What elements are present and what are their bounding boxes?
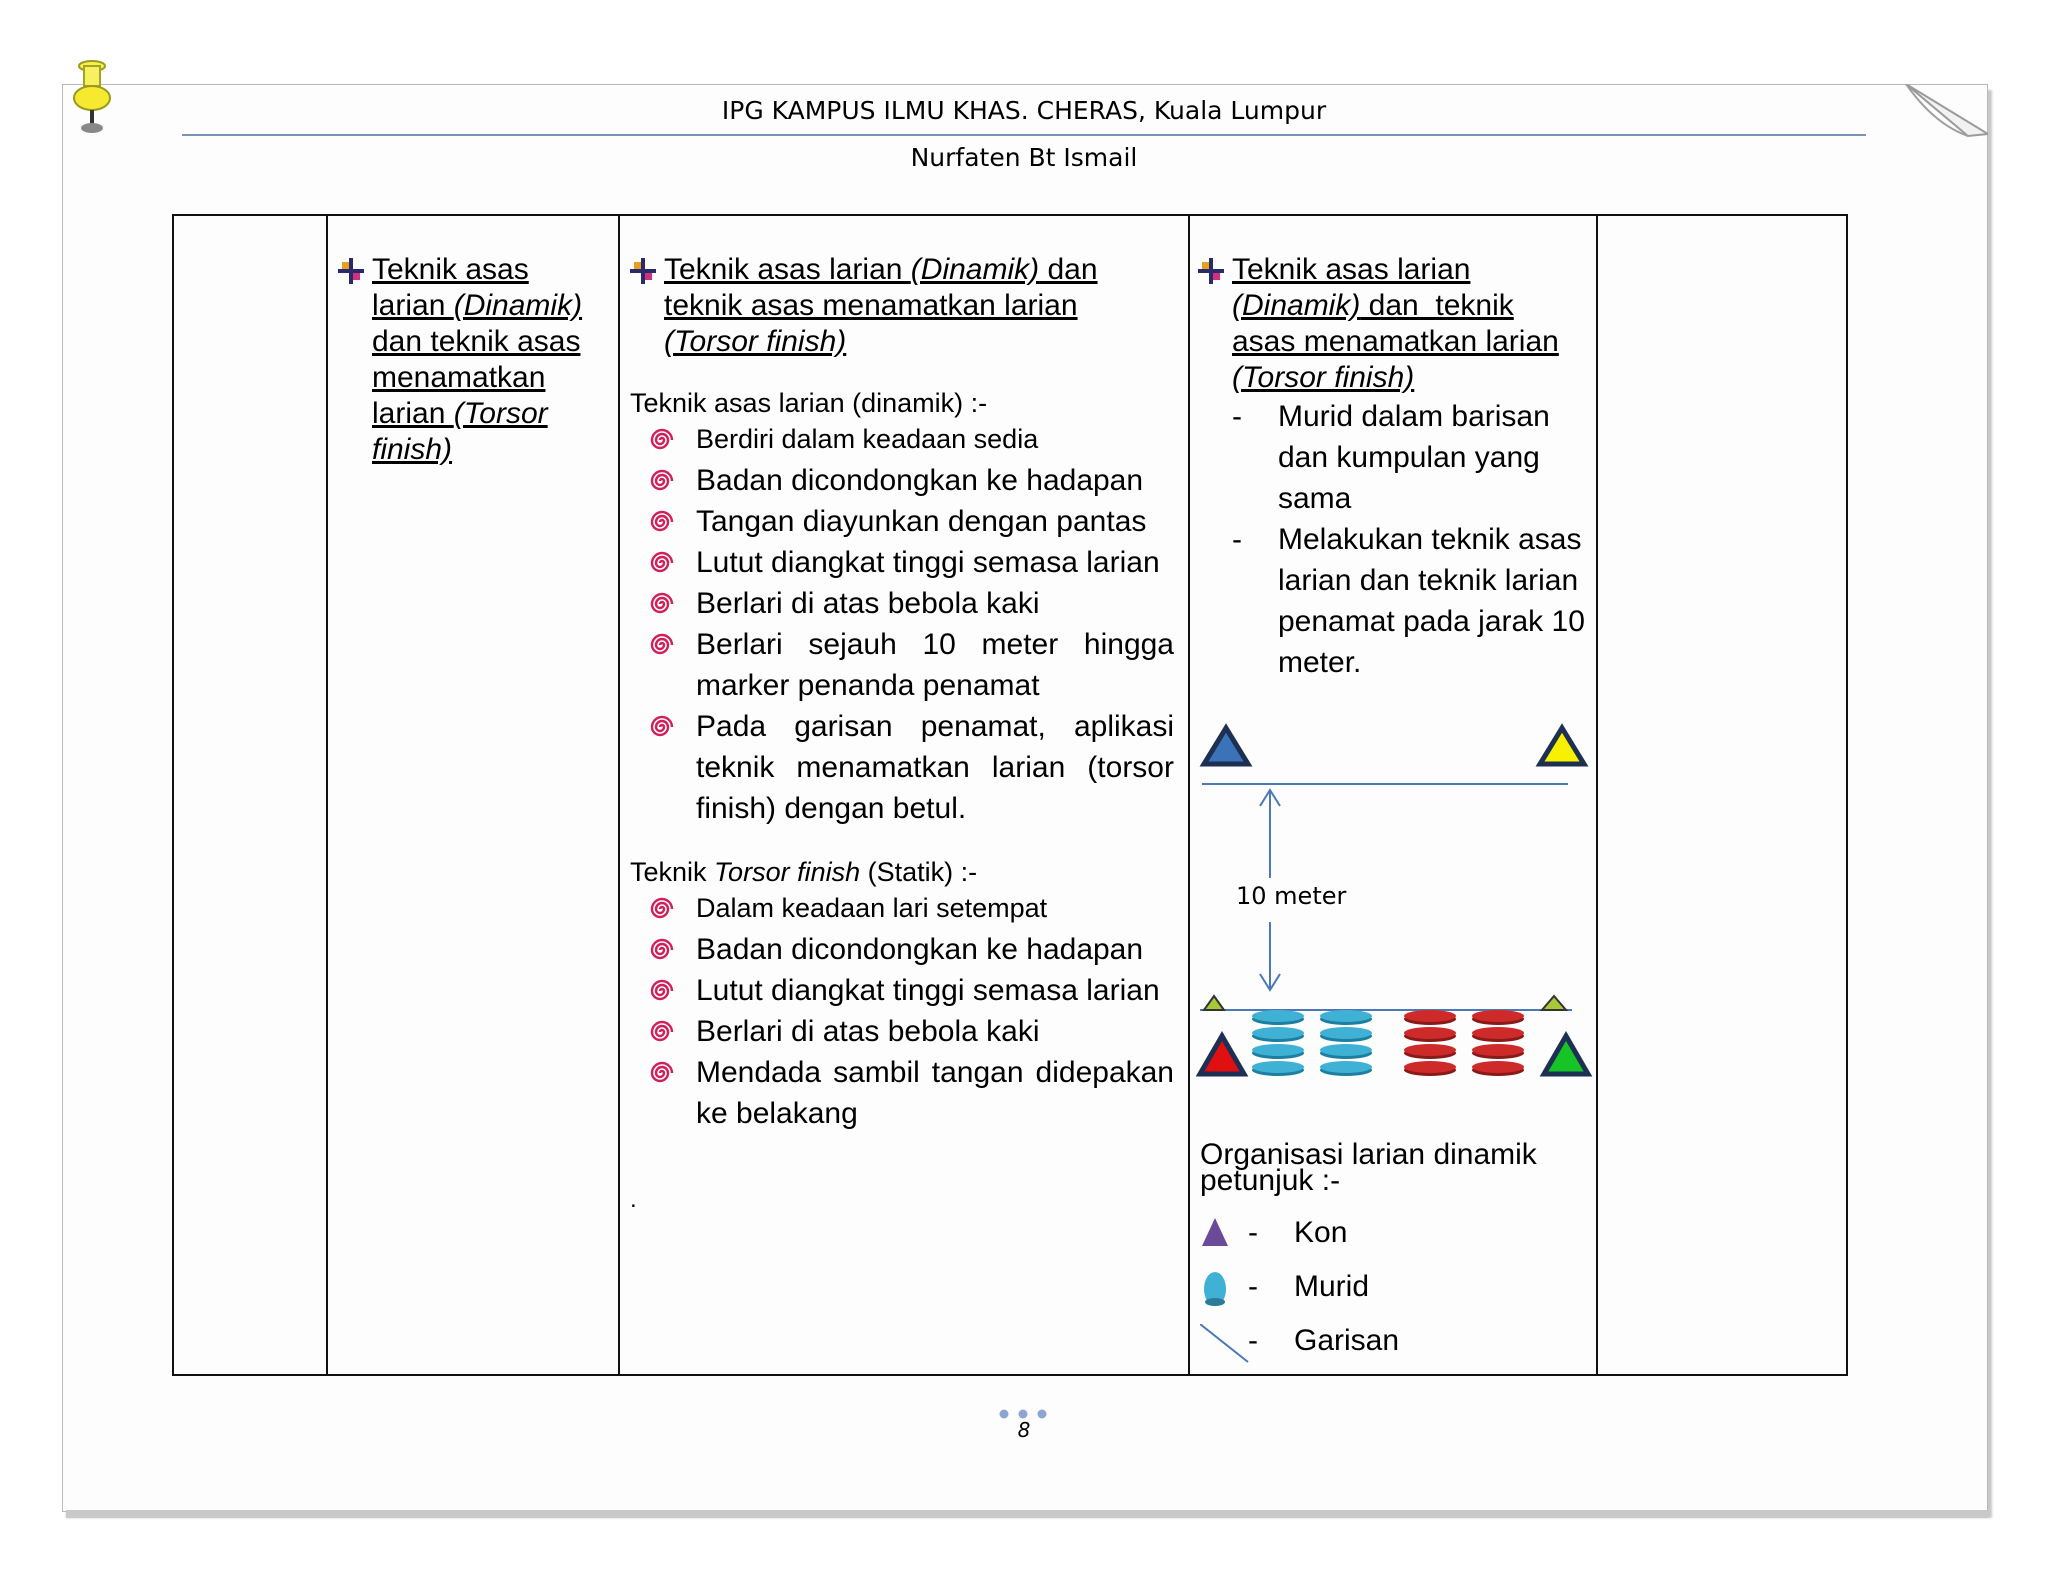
student-marker (1404, 1061, 1456, 1073)
cross-bullet-icon (1198, 258, 1224, 284)
distance-label: 10 meter (1236, 882, 1347, 910)
student-marker (1472, 1027, 1524, 1039)
spiral-bullet-icon (650, 633, 674, 657)
list-item-text: Melakukan teknik asas larian dan teknik larian penamat pada jarak 10 meter. (1278, 523, 1585, 679)
student-marker (1252, 1010, 1304, 1022)
student-marker (1472, 1061, 1524, 1073)
student-marker (1252, 1027, 1304, 1039)
student-marker (1404, 1027, 1456, 1039)
column-4-cell (1198, 252, 1590, 683)
heading-line: menamatkan (372, 361, 546, 394)
column-3-cell (630, 252, 1174, 1214)
dynamic-steps-list (630, 419, 1174, 829)
title-italic: Torsor finish (714, 857, 861, 887)
header-author: Nurfaten Bt Ismail (910, 143, 1138, 172)
list-item-text: Mendada sambil tangan didepakan ke belakang (696, 1056, 1174, 1130)
column-divider (1188, 216, 1190, 1374)
section-static-title (630, 857, 1174, 888)
spiral-bullet-icon (650, 897, 674, 921)
list-item (630, 624, 1174, 706)
cone-yellow (1540, 728, 1584, 764)
list-item-text: Badan dicondongkan ke hadapan (696, 464, 1144, 497)
dash-marker: - (1232, 523, 1242, 556)
spiral-bullet-icon (650, 979, 674, 1003)
header-divider (182, 134, 1866, 136)
list-item (1232, 519, 1590, 683)
list-item-text: Dalam keadaan lari setempat (696, 893, 1048, 923)
student-marker (1252, 1061, 1304, 1073)
heading-line: Teknik asas larian (1232, 253, 1471, 286)
heading-line: Teknik asas larian (Dinamik) dan (664, 253, 1098, 286)
spiral-bullet-icon (650, 938, 674, 962)
line-icon (1200, 1324, 1252, 1366)
small-cone-right (1542, 996, 1566, 1010)
column-divider (1596, 216, 1598, 1374)
spiral-bullet-icon (650, 1020, 674, 1044)
page-number: 8 (1017, 1418, 1031, 1442)
student-marker (1472, 1044, 1524, 1056)
heading-line: asas menamatkan larian (1232, 325, 1559, 358)
page-shadow (66, 1510, 1988, 1518)
heading-line (372, 289, 582, 322)
list-item (630, 1011, 1174, 1052)
legend-dash: - (1248, 1216, 1258, 1249)
legend-title: petunjuk :- (1200, 1164, 1341, 1197)
spiral-bullet-icon (650, 469, 674, 493)
spiral-bullet-icon (650, 592, 674, 616)
spiral-bullet-icon (650, 551, 674, 575)
list-item-text: Berlari di atas bebola kaki (696, 1015, 1040, 1048)
student-marker (1320, 1027, 1372, 1039)
spiral-bullet-icon (650, 1061, 674, 1085)
heading-line: (Torsor finish) (664, 325, 847, 358)
legend-label: Kon (1294, 1216, 1348, 1249)
list-item-text: Berlari sejauh 10 meter hingga marker penanda penamat (696, 628, 1174, 702)
list-item-text: Lutut diangkat tinggi semasa larian (696, 974, 1160, 1007)
legend-dash: - (1248, 1324, 1258, 1357)
student-marker (1320, 1010, 1372, 1022)
student-groups (1252, 1010, 1524, 1076)
list-item-text: Pada garisan penamat, aplikasi teknik menamatkan larian (torsor finish) dengan betul. (696, 710, 1174, 825)
student-marker (1252, 1044, 1304, 1056)
column-3-heading (630, 252, 1174, 360)
student-marker (1404, 1044, 1456, 1056)
cross-bullet-icon (630, 258, 656, 284)
list-item-text: Murid dalam barisan dan kumpulan yang sama (1278, 400, 1550, 515)
heading-line: dan teknik asas (372, 325, 581, 358)
column-2-cell (338, 252, 608, 468)
spiral-bullet-icon (650, 510, 674, 534)
header-institution: IPG KAMPUS ILMU KHAS. CHERAS, Kuala Lumpur (721, 96, 1327, 125)
student-icon (1202, 1270, 1228, 1308)
list-item (630, 419, 1174, 460)
student-marker (1404, 1010, 1456, 1022)
cone-icon (1202, 1218, 1228, 1246)
list-item (630, 460, 1174, 501)
small-cone-left (1204, 996, 1224, 1010)
static-steps-list (630, 888, 1174, 1134)
cone-red (1200, 1036, 1244, 1074)
list-item-text: Tangan diayunkan dengan pantas (696, 505, 1147, 538)
student-marker (1320, 1061, 1372, 1073)
list-item (630, 583, 1174, 624)
heading-line: (Dinamik) dan teknik (1232, 289, 1514, 322)
heading-line: finish) (372, 433, 453, 466)
student-marker (1472, 1010, 1524, 1022)
heading-line-italic: (Dinamik) (453, 289, 583, 322)
cone-green (1544, 1036, 1588, 1074)
list-item (630, 1052, 1174, 1134)
list-item-text: Berdiri dalam keadaan sedia (696, 424, 1039, 454)
cone-blue (1204, 728, 1248, 764)
spiral-bullet-icon (650, 715, 674, 739)
column-divider (326, 216, 328, 1374)
list-item (630, 888, 1174, 929)
legend-label: Garisan (1294, 1324, 1400, 1357)
column-4-heading (1198, 252, 1590, 396)
diagram-caption-text: Organisasi larian dinamik (1200, 1138, 1537, 1171)
heading-line: (Torsor finish) (1232, 361, 1415, 394)
cross-bullet-icon (338, 258, 364, 284)
list-item-text: Badan dicondongkan ke hadapan (696, 933, 1144, 966)
organisation-list (1232, 396, 1590, 683)
heading-line: teknik asas menamatkan larian (664, 289, 1078, 322)
section-dynamic-title: Teknik asas larian (dinamik) :- (630, 388, 988, 418)
heading-line: Teknik asas (372, 253, 529, 286)
title-text: Teknik (630, 857, 715, 887)
spiral-bullet-icon (650, 428, 674, 452)
dash-marker: - (1232, 400, 1242, 433)
list-item (630, 929, 1174, 970)
legend-dash: - (1248, 1270, 1258, 1303)
heading-line: larian (Torsor (372, 397, 548, 430)
list-item-text: Lutut diangkat tinggi semasa larian (696, 546, 1160, 579)
list-item (630, 542, 1174, 583)
trailing-period: . (630, 1186, 637, 1213)
column-divider (618, 216, 620, 1374)
student-marker (1320, 1044, 1372, 1056)
list-item-text: Berlari di atas bebola kaki (696, 587, 1040, 620)
heading-line-text: larian (372, 289, 454, 322)
list-item (1232, 396, 1590, 519)
list-item (630, 706, 1174, 829)
legend-label: Murid (1294, 1270, 1370, 1303)
list-item (630, 501, 1174, 542)
running-organisation-diagram (1196, 716, 1596, 1096)
title-text: (Statik) :- (860, 857, 978, 887)
list-item (630, 970, 1174, 1011)
column-2-heading (338, 252, 608, 468)
